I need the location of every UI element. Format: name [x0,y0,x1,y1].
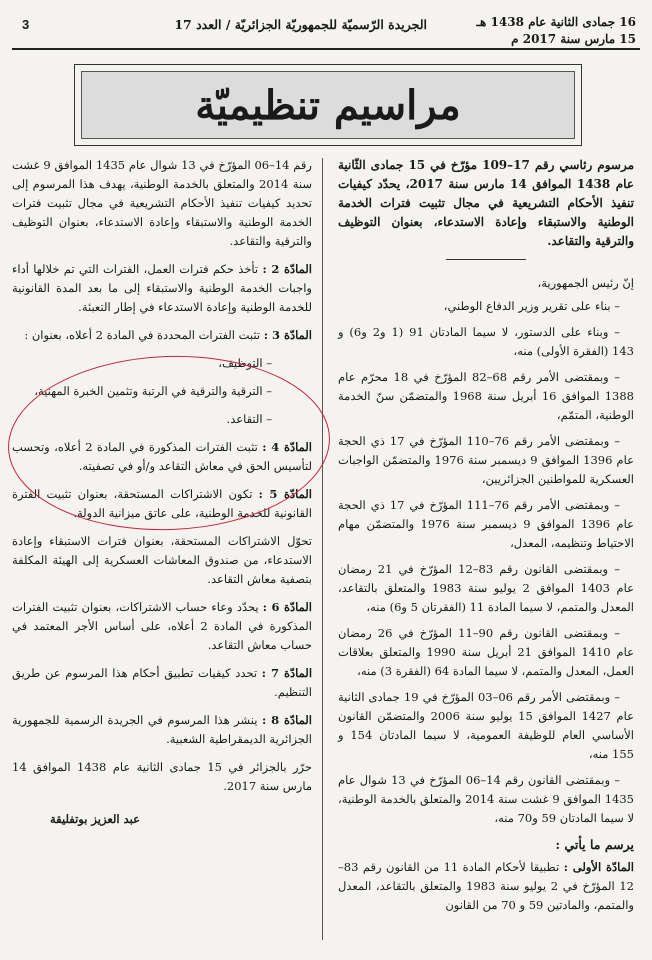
column-divider [322,158,323,940]
article-8 [12,711,312,749]
visa-4: – وبمقتضى الأمر رقم 76–110 المؤرّخ في 17 ذي الحجة عام 1396 الموافق 9 ديسمبر سنة 1976 والمتضمّن الواجبات العسكرية للمواطنين الجزائريين، [338,434,634,486]
header-gregorian-date: 15 مارس سنة 2017 م [511,32,636,46]
article-3 [12,326,312,345]
article-6 [12,598,312,655]
signature: عبد العزيز بوتفليقة [50,812,140,826]
page-header [10,12,642,48]
section-title: مراسيم تنظيميّة [81,71,575,139]
visa-1: – بناء على تقرير وزير الدفاع الوطني، [443,299,620,313]
article-3-item-recruitment: – التوظيف، [218,356,272,370]
article-3-item-retirement: – التقاعد. [226,412,272,426]
article-1 [338,858,634,915]
article-7-text: تحدد كيفيات تطبيق أحكام هذا المرسوم عن طريق التنظيم. [12,666,312,699]
article-1-continuation: رقم 14–06 المؤرّخ في 13 شوال عام 1435 الموافق 9 غشت سنة 2014 والمتعلق بالخدمة الوطنية، يهدف هذا المرسوم إلى تحديد كيفيات تنفيذ الأحكام التشريعية في مجال تثبيت فترات الخدمة الوطنية والاستبقاء وإعادة الاستدعاء، بعنوان التوظيف والترقية والتقاعد. [12,158,312,248]
visa-9: – وبمقتضى القانون رقم 14–06 المؤرّخ في 13 شوال عام 1435 الموافق 9 غشت سنة 2014 والمتعلق بالخدمة الوطنية، لا سيما المادتان 59 و70 منه، [338,773,634,825]
article-4 [12,438,312,476]
article-1-text: تطبيقا لأحكام المادة 11 من القانون رقم 83–12 المؤرّخ في 2 يوليو سنة 1983 والمتعلق بالتقاعد، المعدل والمتمم، والمادتين 59 و 70 من القانون [338,860,634,912]
article-2-label: المادّة 2 : [262,262,312,276]
article-5 [12,485,312,523]
left-column [12,156,312,838]
right-column [338,156,634,924]
header-rule [12,48,640,50]
article-4-text: تثبت الفترات المذكورة في المادة 2 أعلاه، وتحسب لتأسيس الحق في معاش التقاعد و/أو في تصفيته. [12,440,312,473]
decree-title: مرسوم رئاسي رقم 17–109 مؤرّخ في 15 جمادى الثّانية عام 1438 الموافق 14 مارس سنة 2017، يحدّد كيفيات تنفيذ الأحكام التشريعية في مجال تثبيت فترات الخدمة الوطنية والاستبقاء وإعادة الاستدعاء، بعنوان التوظيف والترقية والتقاعد. [338,158,634,248]
article-5-label: المادّة 5 : [258,487,312,501]
article-5-paragraph-2: تحوّل الاشتراكات المستحقة، بعنوان فترات الاستبقاء وإعادة الاستدعاء، من صندوق المعاشات العسكرية إلى الهيئة المكلفة بتصفية معاش التقاعد. [12,534,312,586]
article-6-text: يحدّد وعاء حساب الاشتراكات، بعنوان تثبيت الفترات المذكورة في المادة 2 أعلاه، على أساس الأجر المعتمد في حساب معاش التقاعد. [12,600,312,652]
president-line: إنّ رئيس الجمهورية، [537,276,634,290]
visa-5: – وبمقتضى الأمر رقم 76–111 المؤرّخ في 17 ذي الحجة عام 1396 الموافق 9 ديسمبر سنة 1976 والمتضمّن مهام الاحتياط وتنظيمه، المعدل، [338,498,634,550]
article-4-label: المادّة 4 : [262,440,312,454]
page-number: 3 [22,17,30,32]
article-3-label: المادّة 3 : [263,328,312,342]
title-underline [446,259,526,260]
article-7-label: المادّة 7 : [261,666,313,680]
article-6-label: المادّة 6 : [262,600,312,614]
decrees-heading: يرسم ما يأتي : [555,837,634,852]
article-3-item-promotion: – الترقية والترقية في الرتبة وتثمين الخبرة المهنية، [34,384,272,398]
visa-8: – وبمقتضى الأمر رقم 06–03 المؤرّخ في 19 جمادى الثانية عام 1427 الموافق 15 يوليو سنة 2006 والمتضمّن القانون الأساسي العام للوظيفة العمومية، لا سيما المادتان 154 و 155 منه، [338,690,634,761]
article-2-text: تأخذ حكم فترات العمل، الفترات التي تم خلالها أداء واجبات الخدمة الوطنية والاستبقاء إلى ما بعد المدة القانونية للخدمة الوطنية وإعادة الاستدعاء في إطار التعبئة. [12,262,312,314]
header-hijri-date: 16 جمادى الثانية عام 1438 هـ [476,15,636,29]
article-3-text: تثبت الفترات المحددة في المادة 2 أعلاه، بعنوان : [24,328,261,342]
visa-6: – وبمقتضى القانون رقم 83–12 المؤرّخ في 21 رمضان عام 1403 الموافق 2 يوليو سنة 1983 والمتعلق بالتقاعد، المعدل والمتمم، لا سيما المادة 11 (الفقرتان 5 و6) منه، [338,562,634,614]
article-8-text: ينشر هذا المرسوم في الجريدة الرسمية للجمهورية الجزائرية الديمقراطية الشعبية. [12,713,312,746]
header-dates [456,14,636,48]
article-8-label: المادّة 8 : [261,713,312,727]
article-2 [12,260,312,317]
journal-title: الجريدة الرّسميّة للجمهوريّة الجزائريّة / العدد 17 [174,17,427,32]
article-5-text: تكون الاشتراكات المستحقة، بعنوان تثبيت الفترة القانونية للخدمة الوطنية، على عاتق ميزانية الدولة. [12,487,312,520]
visa-3: – وبمقتضى الأمر رقم 68–82 المؤرّخ في 18 محرّم عام 1388 الموافق 16 أبريل سنة 1968 والمتضمّن سنّ الخدمة الوطنية، المتمّم، [338,370,635,422]
article-7 [12,664,312,702]
visa-2: – وبناء على الدستور، لا سيما المادتان 91 (1 و2 و6) و 143 (الفقرة الأولى) منه، [338,325,634,358]
article-1-label: المادّة الأولى : [563,860,634,874]
section-title-frame [74,64,582,146]
closing-formula: حرّر بالجزائر في 15 جمادى الثانية عام 1438 الموافق 14 مارس سنة 2017. [12,760,312,793]
visa-7: – وبمقتضى القانون رقم 90–11 المؤرّخ في 26 رمضان عام 1410 الموافق 21 أبريل سنة 1990 والمتعلق بعلاقات العمل، المعدل والمتمم، لا سيما المادة 64 (الفقرة 3) منه، [338,626,634,678]
